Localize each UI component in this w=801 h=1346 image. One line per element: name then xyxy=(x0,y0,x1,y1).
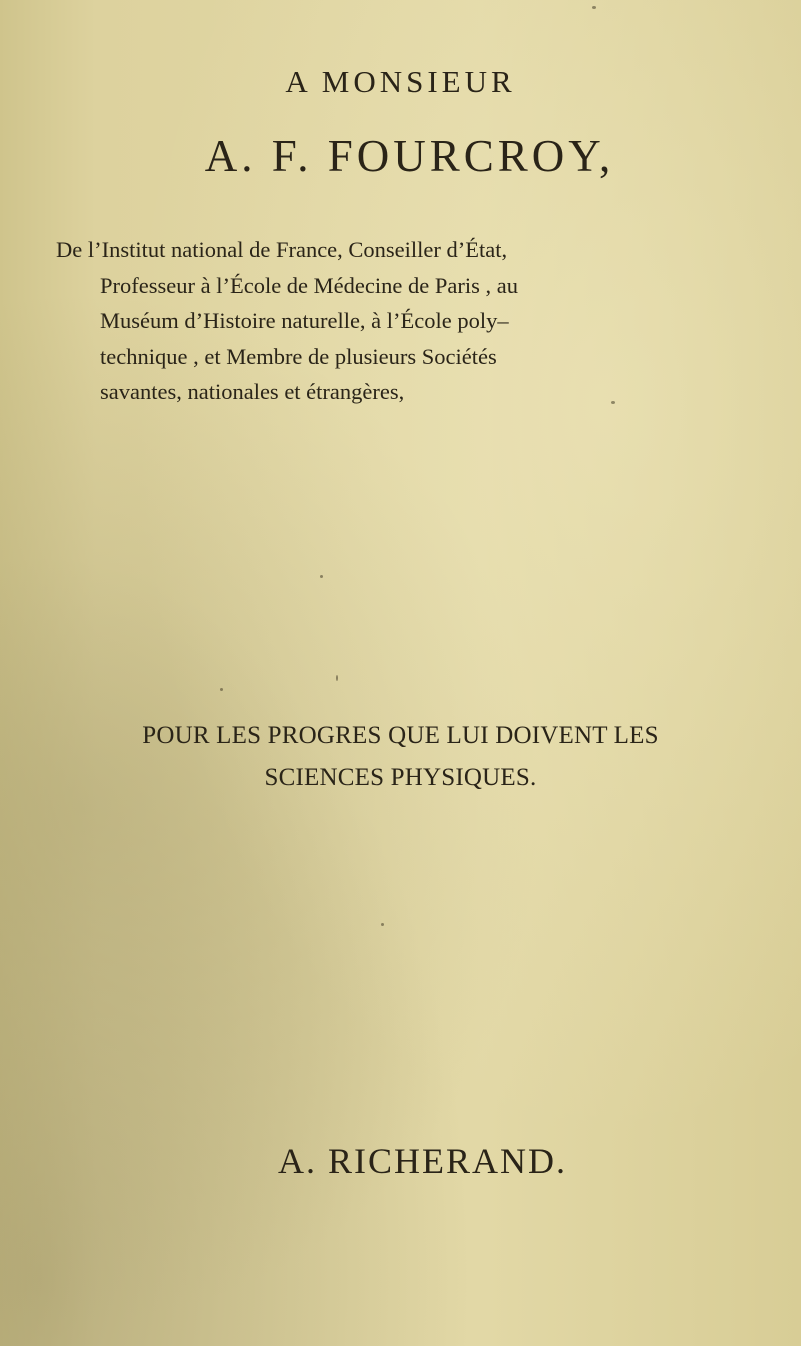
dedicatee-name: A. F. FOURCROY, xyxy=(204,131,615,181)
motto-line: SCIENCES PHYSIQUES. xyxy=(264,764,537,791)
paper-speck xyxy=(381,923,384,926)
titles-line: Professeur à l’École de Médecine de Paris , au xyxy=(100,272,518,298)
titles-line: De l’Institut national de France, Conseiller d’État, xyxy=(56,237,508,262)
dedicatee-titles xyxy=(56,232,760,410)
paper-speck xyxy=(592,6,596,9)
paper-speck xyxy=(336,675,338,681)
titles-line: technique , et Membre de plusieurs Sociétés xyxy=(100,343,497,369)
titles-line: Muséum d’Histoire naturelle, à l’École poly– xyxy=(100,308,509,333)
titles-line: savantes, nationales et étrangères, xyxy=(100,379,405,404)
paper-speck xyxy=(611,401,615,404)
dedication-heading: A MONSIEUR xyxy=(285,64,516,99)
paper-speck xyxy=(220,688,223,691)
motto-line: POUR LES PROGRES QUE LUI DOIVENT LES xyxy=(142,722,659,749)
paper-speck xyxy=(320,575,323,578)
author-signature: A. RICHERAND. xyxy=(277,1141,567,1181)
